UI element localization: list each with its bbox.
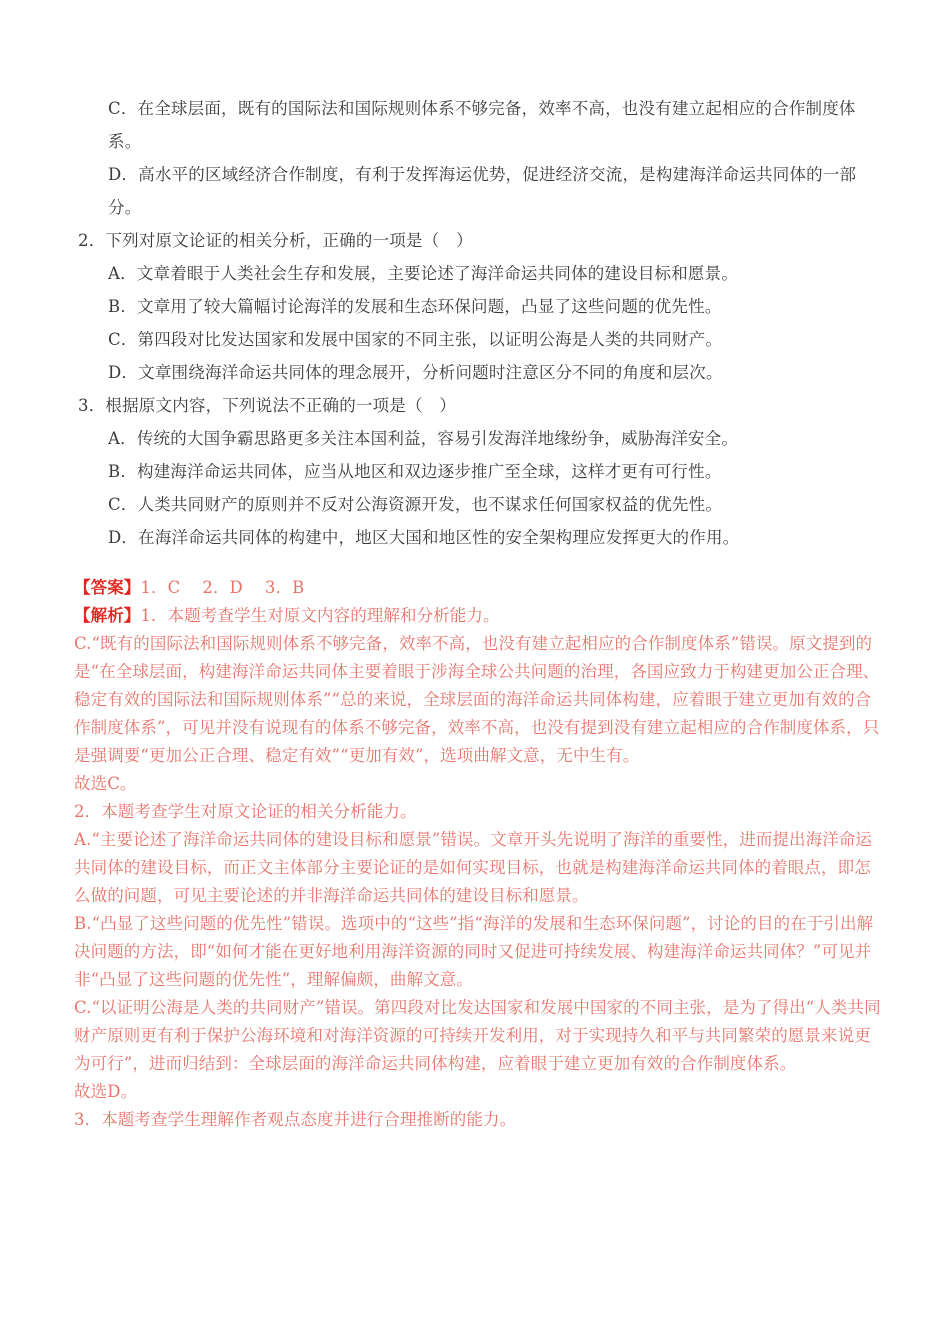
option-label: C． [108,495,138,514]
analysis-tag: 【解析】 [74,606,141,625]
analysis-paragraph: C.“以证明公海是人类的共同财产”错误。第四段对比发达国家和发展中国家的不同主张，是为了得出“人类共同财产原则更有利于保护公海环境和对海洋资源的可持续开发利用，对于实现持久和平与共同繁荣的愿景来说更为可行”，进而归结到：全球层面的海洋命运共同体构建，应着眼于建立更加有效的合作制度体系。 [74,998,881,1073]
option-label: D． [108,165,139,184]
analysis-lead-line [74,602,882,630]
answer-3-number: 3． [264,578,293,597]
option-label: B． [108,297,138,316]
option-label: B． [108,462,138,481]
option-item [78,158,868,224]
analysis-paragraph: 3．本题考查学生理解作者观点态度并进行合理推断的能力。 [74,1110,517,1129]
option-text: 在海洋命运共同体的构建中，地区大国和地区性的安全架构理应发挥更大的作用。 [138,528,740,547]
analysis-paragraph: B.“凸显了这些问题的优先性”错误。选项中的“这些”指“海洋的发展和生态环保问题”，讨论的目的在于引出解决问题的方法，即“如何才能在更好地利用海洋资源的同时又促进可持续发展、构建海洋命运共同体？”可见并非“凸显了这些问题的优先性”，理解偏颇，曲解文意。 [74,914,874,989]
question-number: 2． [78,231,106,250]
analysis-paragraph: 2．本题考查学生对原文论证的相关分析能力。 [74,802,417,821]
option-item [78,92,868,158]
option-text: 文章用了较大篇幅讨论海洋的发展和生态环保问题，凸显了这些问题的优先性。 [137,297,722,316]
answer-1-number: 1． [140,578,168,597]
option-item [78,422,868,455]
analysis-conclusion: 故选D。 [74,1082,138,1101]
option-text: 构建海洋命运共同体，应当从地区和双边逐步推广至全球，这样才更有可行性。 [137,462,722,481]
option-label: A． [108,264,137,283]
option-text: 文章着眼于人类社会生存和发展，主要论述了海洋命运共同体的建设目标和愿景。 [136,264,739,283]
analysis-paragraph: C.“既有的国际法和国际规则体系不够完备，效率不高，也没有建立起相应的合作制度体系”错误。原文提到的是“在全球层面，构建海洋命运共同体主要着眼于涉海全球公共问题的治理，各国应致力于构建更加公正合理、稳定有效的国际法和国际规则体系”“总的来说，全球层面的海洋命运共同体构建，应着眼于建立更加有效的合作制度体系”，可见并没有说现有的体系不够完备，效率不高，也没有提到没有建立起相应的合作制度体系，只是强调要“更加公正合理、稳定有效”“更加有效”，选项曲解文意，无中生有。 [74,634,880,765]
option-text: 人类共同财产的原则并不反对公海资源开发，也不谋求任何国家权益的优先性。 [137,495,723,514]
option-label: D． [108,528,139,547]
option-item [78,257,868,290]
option-text: 第四段对比发达国家和发展中国家的不同主张，以证明公海是人类的共同财产。 [137,330,723,349]
answer-analysis-block [74,574,882,1134]
option-item [78,323,868,356]
analysis-lead-text: 1．本题考查学生对原文内容的理解和分析能力。 [140,606,500,625]
question-stem [78,224,868,257]
option-label: C． [108,330,138,349]
option-text: 传统的大国争霸思路更多关注本国利益，容易引发海洋地缘纷争，威胁海洋安全。 [136,429,739,448]
option-item [78,356,868,389]
analysis-paragraph: A.“主要论述了海洋命运共同体的建设目标和愿景”错误。文章开头先说明了海洋的重要性，进而提出海洋命运共同体的建设目标，而正文主体部分主要论证的是如何实现目标，也就是构建海洋命运共同体的着眼点，即怎么做的问题，可见主要论述的并非海洋命运共同体的建设目标和愿景。 [74,830,873,905]
question-block [78,92,868,554]
option-label: A． [108,429,137,448]
answer-1-value: C [167,578,181,597]
option-text: 在全球层面，既有的国际法和国际规则体系不够完备，效率不高，也没有建立起相应的合作制度体系。 [108,99,856,151]
analysis-conclusion: 故选C。 [74,774,137,793]
option-label: D． [108,363,139,382]
answer-2-value: D [229,578,243,597]
option-text: 高水平的区域经济合作制度，有利于发挥海运优势，促进经济交流，是构建海洋命运共同体的一部分。 [108,165,857,217]
answer-line [74,574,882,602]
answer-tag: 【答案】 [74,578,141,597]
option-item [78,521,868,554]
question-stem-text: 下列对原文论证的相关分析，正确的一项是（ ） [105,231,473,250]
answer-2-number: 2． [202,578,230,597]
option-label: C． [108,99,138,118]
question-stem-text: 根据原文内容，下列说法不正确的一项是（ ） [105,396,457,415]
question-number: 3． [78,396,106,415]
answer-3-value: B [292,578,305,597]
option-item [78,455,868,488]
option-item [78,290,868,323]
option-item [78,488,868,521]
question-stem [78,389,868,422]
option-text: 文章围绕海洋命运共同体的理念展开，分析问题时注意区分不同的角度和层次。 [138,363,723,382]
